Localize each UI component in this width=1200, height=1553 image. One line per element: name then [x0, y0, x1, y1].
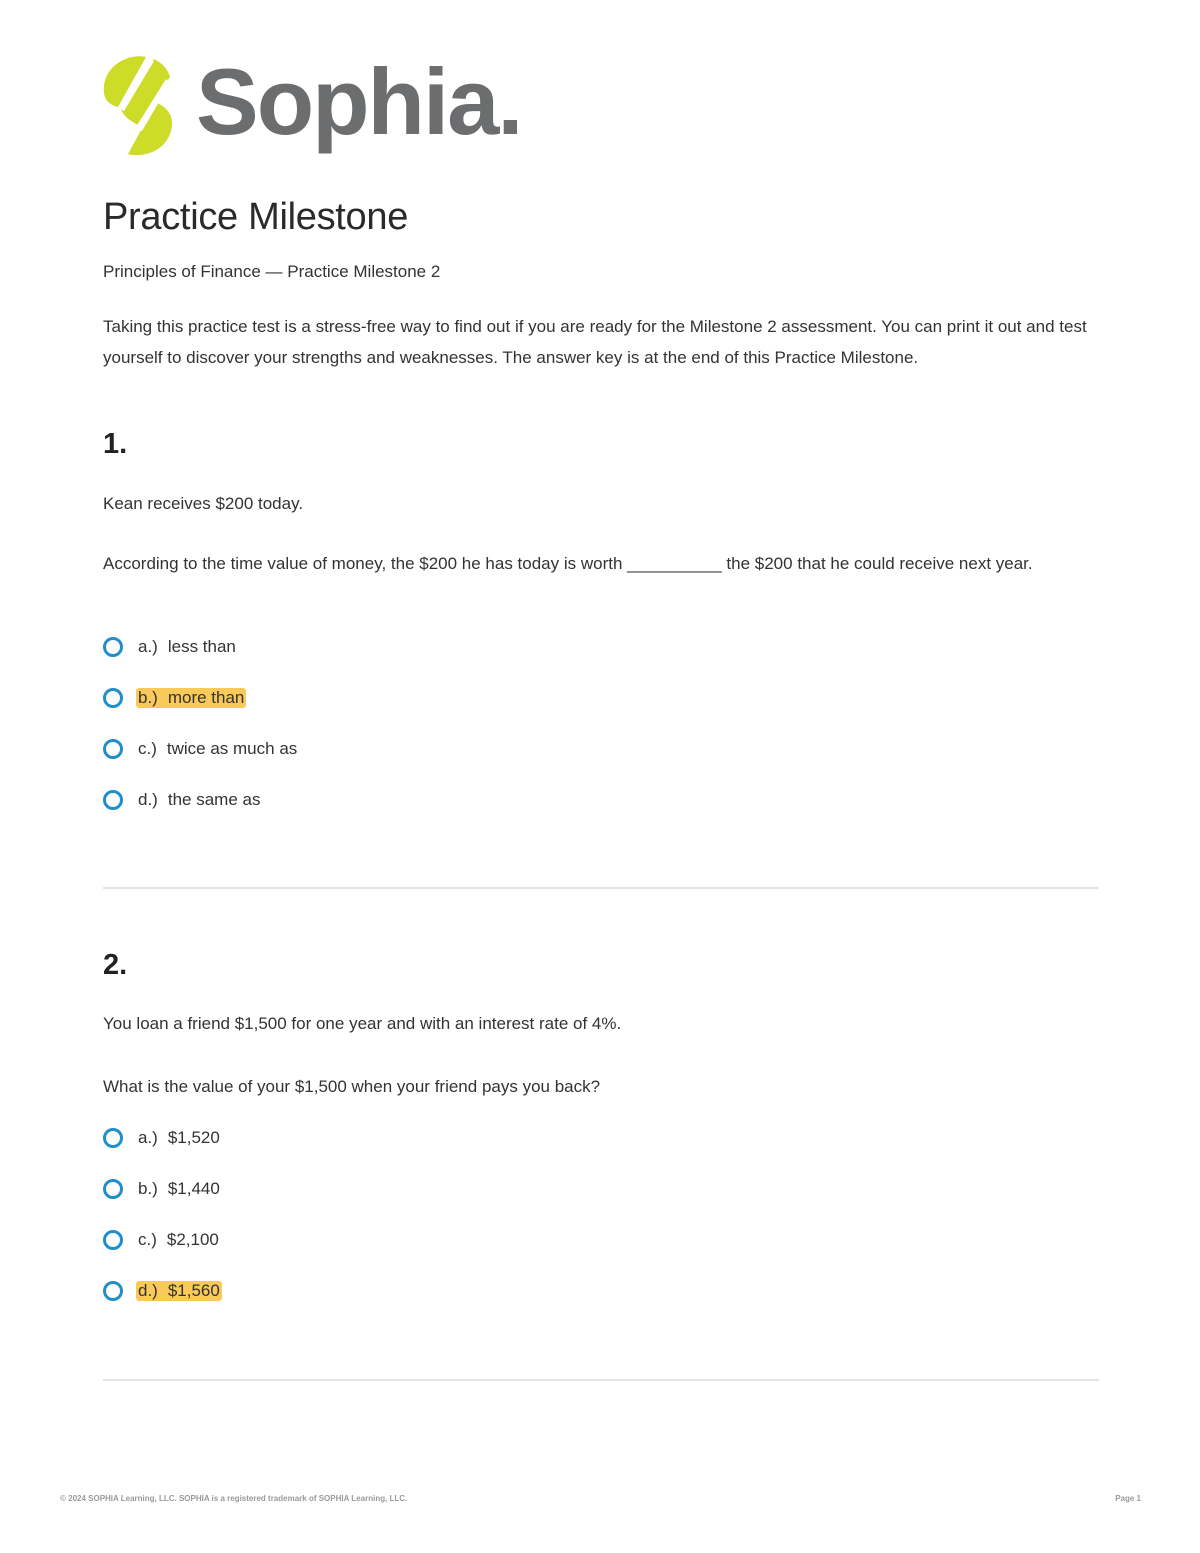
option-content	[138, 739, 297, 759]
option-content	[138, 637, 236, 657]
option-letter: d.)	[138, 790, 158, 809]
radio-icon[interactable]	[103, 1128, 123, 1148]
question-number: 1.	[103, 428, 128, 460]
answer-option[interactable]	[103, 1230, 222, 1281]
question-statement: Kean receives $200 today.	[103, 494, 304, 513]
answer-option[interactable]	[103, 1281, 222, 1332]
option-text: twice as much as	[166, 739, 298, 758]
question-prompt: According to the time value of money, the $200 he has today is worth __________ the $200 that he could receive next year.	[103, 554, 1033, 573]
section-divider	[103, 887, 1099, 889]
option-text: $1,520	[167, 1128, 220, 1147]
question-prompt: What is the value of your $1,500 when your friend pays you back?	[103, 1077, 601, 1096]
option-content-highlighted	[136, 688, 246, 708]
radio-icon[interactable]	[103, 1281, 123, 1301]
radio-icon[interactable]	[103, 739, 123, 759]
answer-option[interactable]	[103, 688, 297, 739]
option-text: $1,440	[167, 1179, 220, 1198]
option-text: the same as	[167, 790, 261, 809]
option-letter: b.)	[138, 688, 158, 707]
option-text: $2,100	[166, 1230, 219, 1249]
brand-name: Sophia.	[196, 49, 522, 154]
option-letter: c.)	[138, 739, 157, 758]
answer-option[interactable]	[103, 1128, 222, 1179]
intro-paragraph: Taking this practice test is a stress-free way to find out if you are ready for the Milestone 2 assessment. You can print it out and test yourself to discover your strengths and weaknesses. The answer key is at the end of this Practice Milestone.	[103, 317, 1087, 367]
option-content-highlighted	[136, 1281, 222, 1301]
radio-icon[interactable]	[103, 1179, 123, 1199]
answer-options	[103, 637, 297, 841]
answer-option[interactable]	[103, 739, 297, 790]
radio-icon[interactable]	[103, 790, 123, 810]
course-subtitle: Principles of Finance — Practice Milestone 2	[103, 262, 441, 281]
option-letter: b.)	[138, 1179, 158, 1198]
option-letter: a.)	[138, 1128, 158, 1147]
option-letter: c.)	[138, 1230, 157, 1249]
radio-icon[interactable]	[103, 688, 123, 708]
option-content	[138, 1179, 220, 1199]
answer-option[interactable]	[103, 637, 297, 688]
radio-icon[interactable]	[103, 1230, 123, 1250]
option-content	[138, 1230, 219, 1250]
footer-page-number: Page 1	[1115, 1494, 1141, 1503]
option-letter: a.)	[138, 637, 158, 656]
option-content	[138, 790, 260, 810]
option-text: $1,560	[167, 1281, 220, 1300]
option-text: more than	[167, 688, 245, 707]
question-statement: You loan a friend $1,500 for one year and with an interest rate of 4%.	[103, 1014, 622, 1033]
section-divider	[103, 1379, 1099, 1381]
option-content	[138, 1128, 220, 1148]
footer-copyright: © 2024 SOPHIA Learning, LLC. SOPHIA is a registered trademark of SOPHIA Learning, LLC.	[60, 1494, 408, 1503]
page-title: Practice Milestone	[103, 196, 409, 238]
question-number: 2.	[103, 949, 128, 981]
answer-options	[103, 1128, 222, 1332]
option-text: less than	[167, 637, 236, 656]
answer-option[interactable]	[103, 790, 297, 841]
sophia-s-logo-icon	[102, 55, 174, 157]
answer-option[interactable]	[103, 1179, 222, 1230]
sophia-logo	[102, 49, 522, 158]
radio-icon[interactable]	[103, 637, 123, 657]
option-letter: d.)	[138, 1281, 158, 1300]
